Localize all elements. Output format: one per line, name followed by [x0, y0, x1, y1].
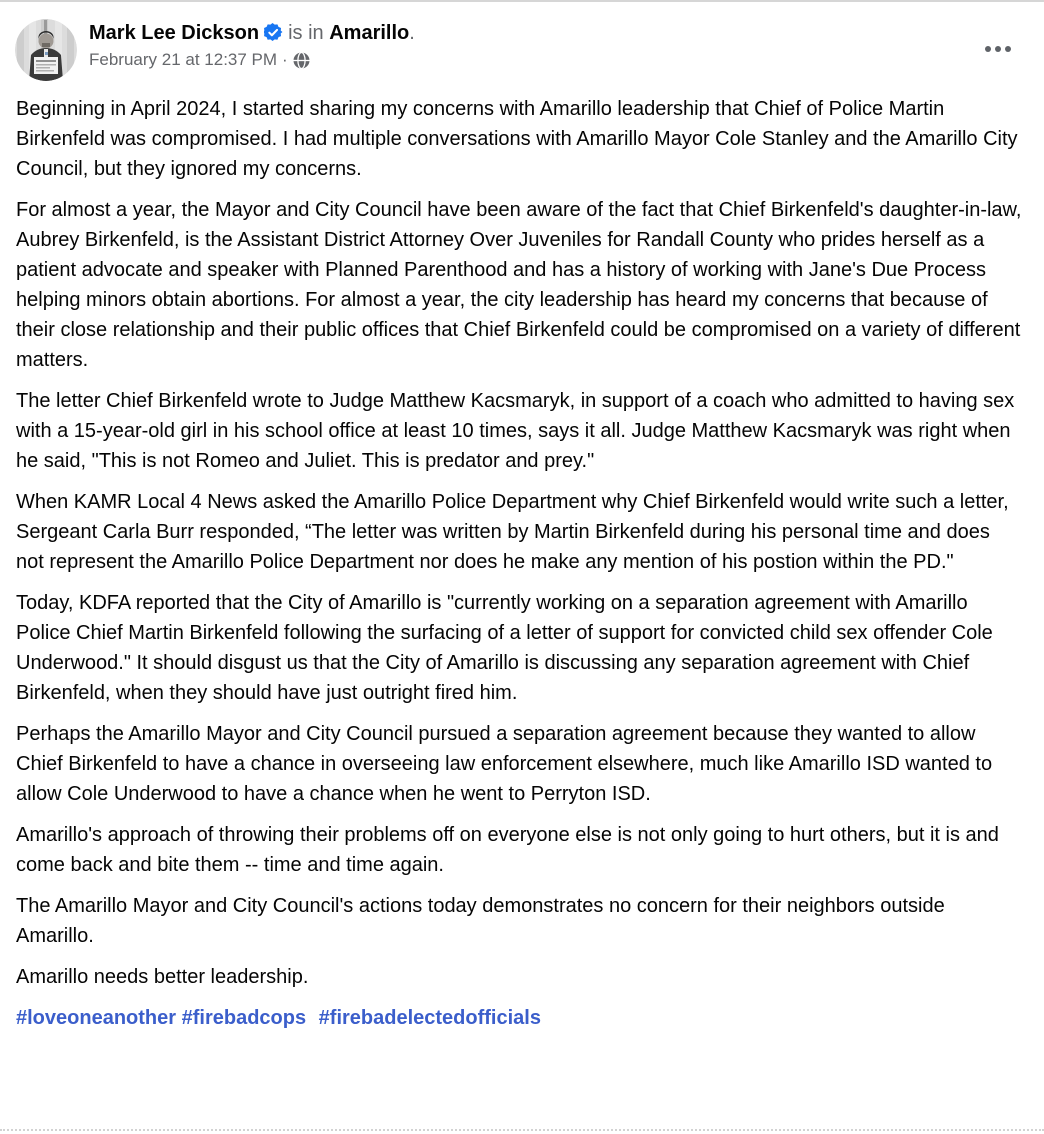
name-line [89, 20, 415, 47]
verified-badge-icon [264, 23, 283, 42]
ellipsis-dot [995, 46, 1001, 52]
post-paragraph: Amarillo's approach of throwing their problems off on everyone else is not only going to hurt others, but it is and come back and bite them -- time and time again. [16, 824, 999, 876]
post-paragraph: For almost a year, the Mayor and City Council have been aware of the fact that Chief Birkenfeld's daughter-in-law, Aubrey Birkenfeld, is the Assistant District Attorney Over Juveniles for Randall County who prides herself as a patient advocate and speaker with Planned Parenthood and has a history of working with Jane's Due Process helping minors obtain abortions. For almost a year, the city leadership has heard my concerns that because of their close relationship and their public offices that Chief Birkenfeld could be compromised on a variety of different matters. [16, 199, 1022, 371]
post-divider [0, 1129, 1044, 1131]
post-body [0, 81, 1044, 1033]
post-paragraph: The Amarillo Mayor and City Council's actions today demonstrates no concern for their neighbors outside Amarillo. [16, 895, 945, 947]
sentence-end: . [409, 22, 415, 44]
location-link[interactable]: Amarillo [329, 22, 410, 44]
hashtag-line [16, 1003, 1022, 1033]
hashtag-link[interactable]: #firebadelectedofficials [318, 1007, 541, 1029]
context-connector: is in [288, 22, 324, 44]
post-paragraph: Amarillo needs better leadership. [16, 966, 309, 988]
sub-line [89, 50, 415, 70]
post-paragraph: Today, KDFA reported that the City of Amarillo is "currently working on a separation agreement with Amarillo Police Chief Martin Birkenfeld following the surfacing of a letter of support for convicted child sex offender Cole Underwood." It should disgust us that the City of Amarillo is discussing any separation agreement with Chief Birkenfeld, when they should have just outright fired him. [16, 592, 993, 704]
post-paragraph: When KAMR Local 4 News asked the Amarillo Police Department why Chief Birkenfeld would write such a letter, Sergeant Carla Burr responded, “The letter was written by Martin Birkenfeld during his personal time and does not represent the Amarillo Police Department nor does he make any mention of his postion within the PD." [16, 491, 1009, 573]
post-paragraph: Perhaps the Amarillo Mayor and City Council pursued a separation agreement because they wanted to allow Chief Birkenfeld to have a chance in overseeing law enforcement elsewhere, much like Amarillo ISD wanted to allow Cole Underwood to have a chance when he went to Perryton ISD. [16, 723, 993, 805]
post-menu-button[interactable] [981, 42, 1015, 56]
hashtag-link[interactable]: #loveoneanother [16, 1007, 177, 1029]
avatar[interactable] [15, 19, 77, 81]
hashtag-link[interactable]: #firebadcops [181, 1007, 307, 1029]
globe-icon [293, 52, 310, 69]
author-name[interactable]: Mark Lee Dickson [89, 22, 260, 44]
post-paragraph: Beginning in April 2024, I started sharing my concerns with Amarillo leadership that Chief of Police Martin Birkenfeld was compromised. I had multiple conversations with Amarillo Mayor Cole Stanley and the Amarillo City Council, but they ignored my concerns. [16, 98, 1018, 180]
post-header [0, 2, 1044, 81]
avatar-photo [15, 19, 77, 81]
ellipsis-dot [985, 46, 991, 52]
ellipsis-dot [1005, 46, 1011, 52]
post-paragraph: The letter Chief Birkenfeld wrote to Judge Matthew Kacsmaryk, in support of a coach who admitted to having sex with a 15-year-old girl in his school office at least 10 times, says it all. Judge Matthew Kacsmaryk was right when he said, "This is not Romeo and Juliet. This is predator and prey." [16, 390, 1015, 472]
header-text [89, 18, 415, 70]
timestamp[interactable]: February 21 at 12:37 PM [89, 50, 278, 69]
dot-separator: · [282, 50, 288, 69]
